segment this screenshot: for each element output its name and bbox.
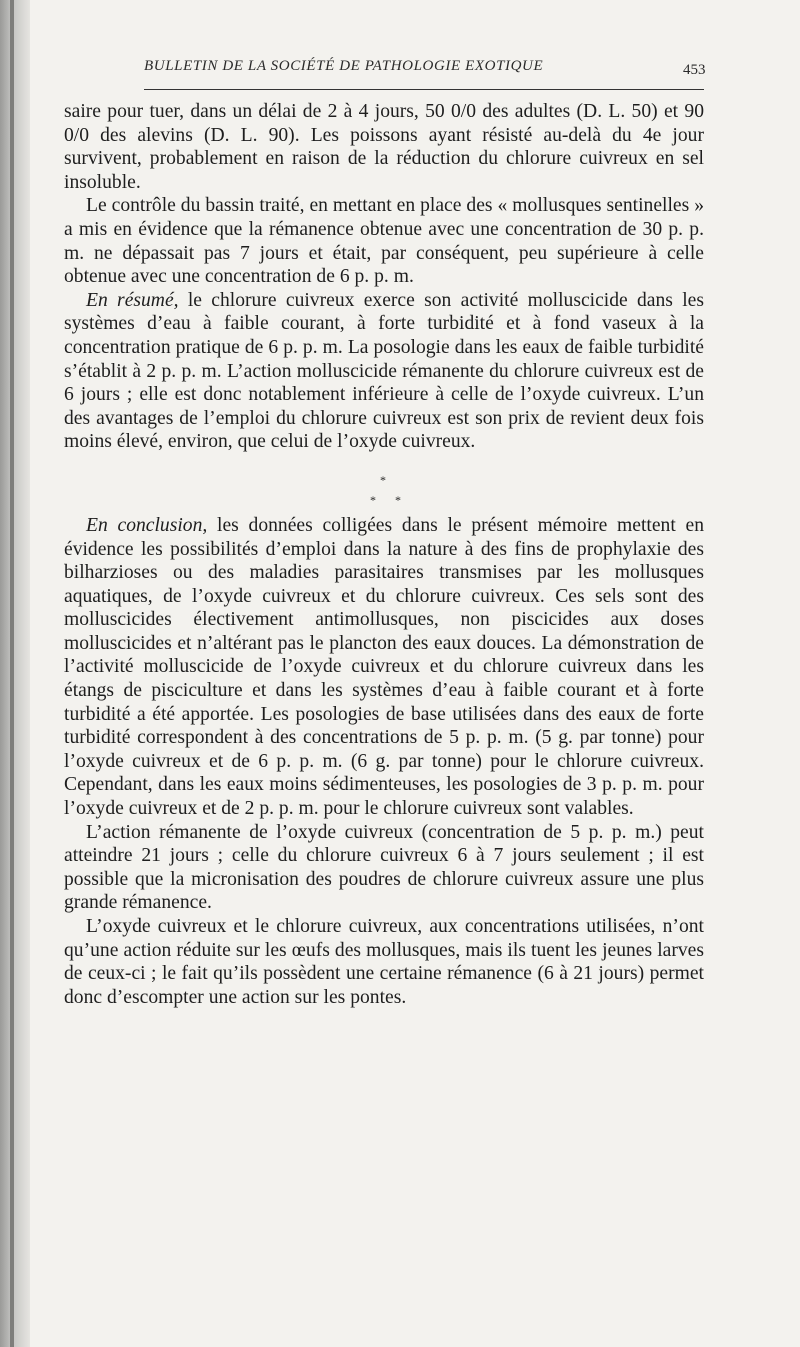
- asterism-bottom-stars: * *: [370, 492, 409, 507]
- paragraph-1-text: saire pour tuer, dans un délai de 2 à 4 jours, 50 0/0 des adultes (D. L. 50) et 90 0/0 des alevins (D. L. 90). Les poissons ayant résisté au-delà du 4e jour survivent, probablement en raison de la réduction du chlorure cuivreux en sel insoluble.: [64, 101, 704, 193]
- paragraph-2-text: Le contrôle du bassin traité, en mettant en place des « mollusques sentinelles » a mis en évidence que la rémanence obtenue avec une concentration de 30 p. p. m. ne dépassait pas 7 jours et était, par conséquent, peu supérieure à celle obtenue avec une concentration de 6 p. p. m.: [64, 195, 704, 288]
- running-title: BULLETIN DE LA SOCIÉTÉ DE PATHOLOGIE EXOTIQUE: [144, 58, 544, 74]
- paragraph-4-text: les données colligées dans le présent mémoire mettent en évidence les possibilités d’emploi dans la nature à des fins de prophylaxie des bilharzioses ou des maladies parasitaires transmises par les mollusques aquatiques, de l’oxyde cuivreux et du chlorure cuivreux. Ces sels sont des molluscicides électivement antimollusques, non piscicides aux doses molluscicides et n’altérant pas le plancton des eaux douces. La démonstration de l’activité molluscicide de l’oxyde cuivreux et du chlorure cuivreux dans les étangs de pisciculture et dans les systèmes d’eau à faible courant et à forte turbidité a été apportée. Les posologies de base utilisées dans des eaux de forte turbidité correspondent à des concentrations de 5 p. p. m. (5 g. par tonne) pour l’oxyde cuivreux et de 6 p. p. m. (6 g. par tonne) pour le chlorure cuivreux. Cependant, dans les eaux moins sédimenteuses, les posologies de 3 p. p. m. pour l’oxyde cuivreux et de 2 p. p. m. pour le chlorure cuivreux sont valables.: [64, 514, 705, 820]
- page-number: 453: [683, 62, 706, 78]
- body-text: [64, 100, 704, 1009]
- header-rule: [144, 89, 704, 90]
- paragraph-4: [64, 514, 704, 821]
- paragraph-3-intro: En résumé,: [86, 289, 179, 311]
- paragraph-6: [64, 915, 704, 1009]
- paragraph-6-text: L’oxyde cuivreux et le chlorure cuivreux, aux concentrations utilisées, n’ont qu’une action réduite sur les œufs des mollusques, mais ils tuent les jeunes larves de ceux-ci ; le fait qu’ils possèdent une certaine rémanence (6 à 21 jours) permet donc d’escompter une action sur les pontes.: [64, 916, 704, 1008]
- section-asterism: [64, 462, 704, 510]
- page-spine-shadow: [0, 0, 30, 1347]
- paragraph-5: [64, 821, 704, 915]
- paragraph-3-text: le chlorure cuivreux exerce son activité molluscicide dans les systèmes d’eau à faible courant, à forte turbidité et à fond vaseux à la concentration pratique de 6 p. p. m. La posologie dans les eaux de faible turbidité s’établit à 2 p. p. m. L’action molluscicide rémanente du chlorure cuivreux est de 6 jours ; elle est donc notablement inférieure à celle de l’oxyde cuivreux. L’un des avantages de l’emploi du chlorure cuivreux est son prix de revient deux fois moins élevé, environ, que celui de l’oxyde cuivreux.: [64, 289, 704, 453]
- paragraph-3: [64, 289, 704, 454]
- paragraph-1: [64, 100, 704, 194]
- paragraph-4-intro: En conclusion,: [86, 514, 208, 536]
- spine-edge-line: [10, 0, 14, 1347]
- paragraph-2: [64, 194, 704, 288]
- paragraph-5-text: L’action rémanente de l’oxyde cuivreux (concentration de 5 p. p. m.) peut atteindre 21 jours ; celle du chlorure cuivreux 6 à 7 jours seulement ; il est possible que la micronisation des poudres de chlorure cuivreux assure une plus grande rémanence.: [64, 821, 704, 914]
- running-header: [144, 58, 704, 75]
- asterism-top-star: *: [380, 472, 386, 487]
